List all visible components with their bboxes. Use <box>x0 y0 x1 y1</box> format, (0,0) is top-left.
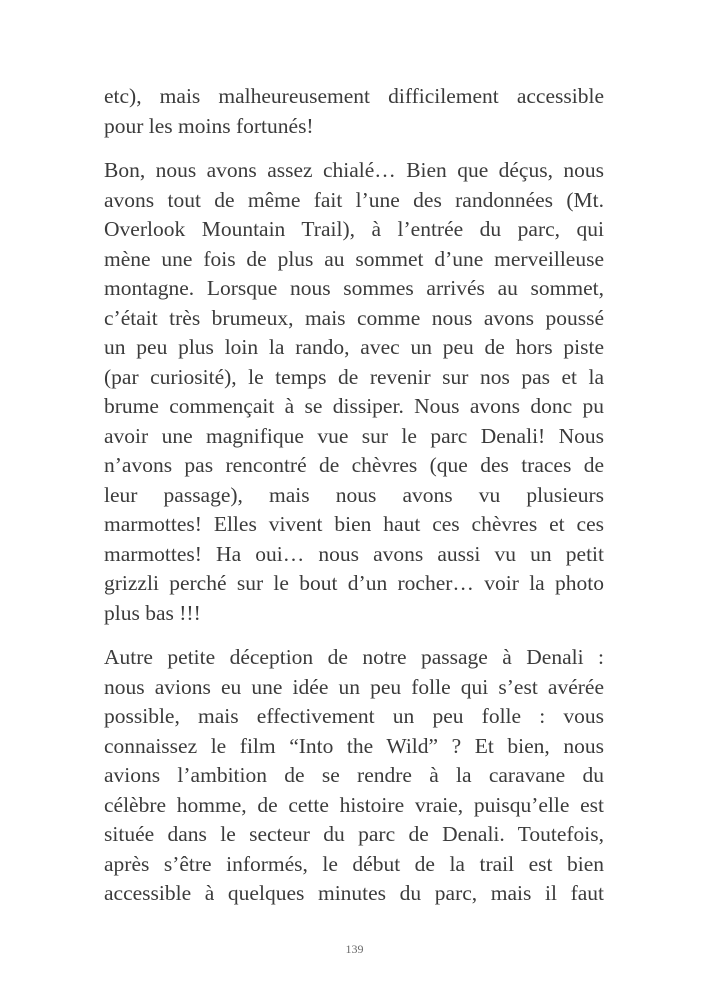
text-line: plus bas !!! <box>104 600 201 625</box>
text-line: leur passage), mais nous avons vu plusieurs <box>104 482 604 507</box>
text-line: avions l’ambition de se rendre à la caravane du <box>104 763 604 787</box>
text-line: possible, mais effectivement un peu folle : vous <box>104 704 604 728</box>
text-line: mène une fois de plus au sommet d’une merveilleuse <box>104 246 604 271</box>
text-line: marmottes! Elles vivent bien haut ces chèvres et ces <box>104 512 604 536</box>
text-line: accessible à quelques minutes du parc, mais il faut <box>104 881 604 905</box>
page-number: 139 <box>345 942 364 956</box>
text-line: située dans le secteur du parc de Denali. Toutefois, <box>104 822 604 846</box>
text-line: marmottes! Ha oui… nous avons aussi vu un petit <box>104 541 604 566</box>
text-line: n’avons pas rencontré de chèvres (que des traces de <box>104 453 604 477</box>
text-line: célèbre homme, de cette histoire vraie, puisqu’elle est <box>104 792 604 817</box>
text-line: un peu plus loin la rando, avec un peu de hors piste <box>104 335 604 359</box>
text-line: après s’être informés, le début de la trail est bien <box>104 851 604 876</box>
text-line: nous avions eu une idée un peu folle qui s’est avérée <box>104 674 604 699</box>
text-line: connaissez le film “Into the Wild” ? Et bien, nous <box>104 733 604 758</box>
text-line: Bon, nous avons assez chialé… Bien que déçus, nous <box>104 158 604 182</box>
text-line: (par curiosité), le temps de revenir sur nos pas et la <box>104 364 604 389</box>
text-line: Overlook Mountain Trail), à l’entrée du parc, qui <box>104 217 604 241</box>
page-body <box>104 82 604 909</box>
text-line: Autre petite déception de notre passage à Denali : <box>104 645 604 669</box>
text-line: c’était très brumeux, mais comme nous avons poussé <box>104 305 604 330</box>
text-line: montagne. Lorsque nous sommes arrivés au sommet, <box>104 276 604 300</box>
text-line: grizzli perché sur le bout d’un rocher… voir la photo <box>104 571 604 595</box>
paragraph-3 <box>104 643 604 909</box>
paragraph-2 <box>104 156 604 628</box>
text-line: avons tout de même fait l’une des randonnées (Mt. <box>104 187 604 212</box>
paragraph-1 <box>104 82 604 141</box>
text-line: pour les moins fortunés! <box>104 113 314 138</box>
text-line: brume commençait à se dissiper. Nous avons donc pu <box>104 394 604 418</box>
text-line: avoir une magnifique vue sur le parc Denali! Nous <box>104 423 604 448</box>
text-line: etc), mais malheureusement difficilement accessible <box>104 84 604 108</box>
